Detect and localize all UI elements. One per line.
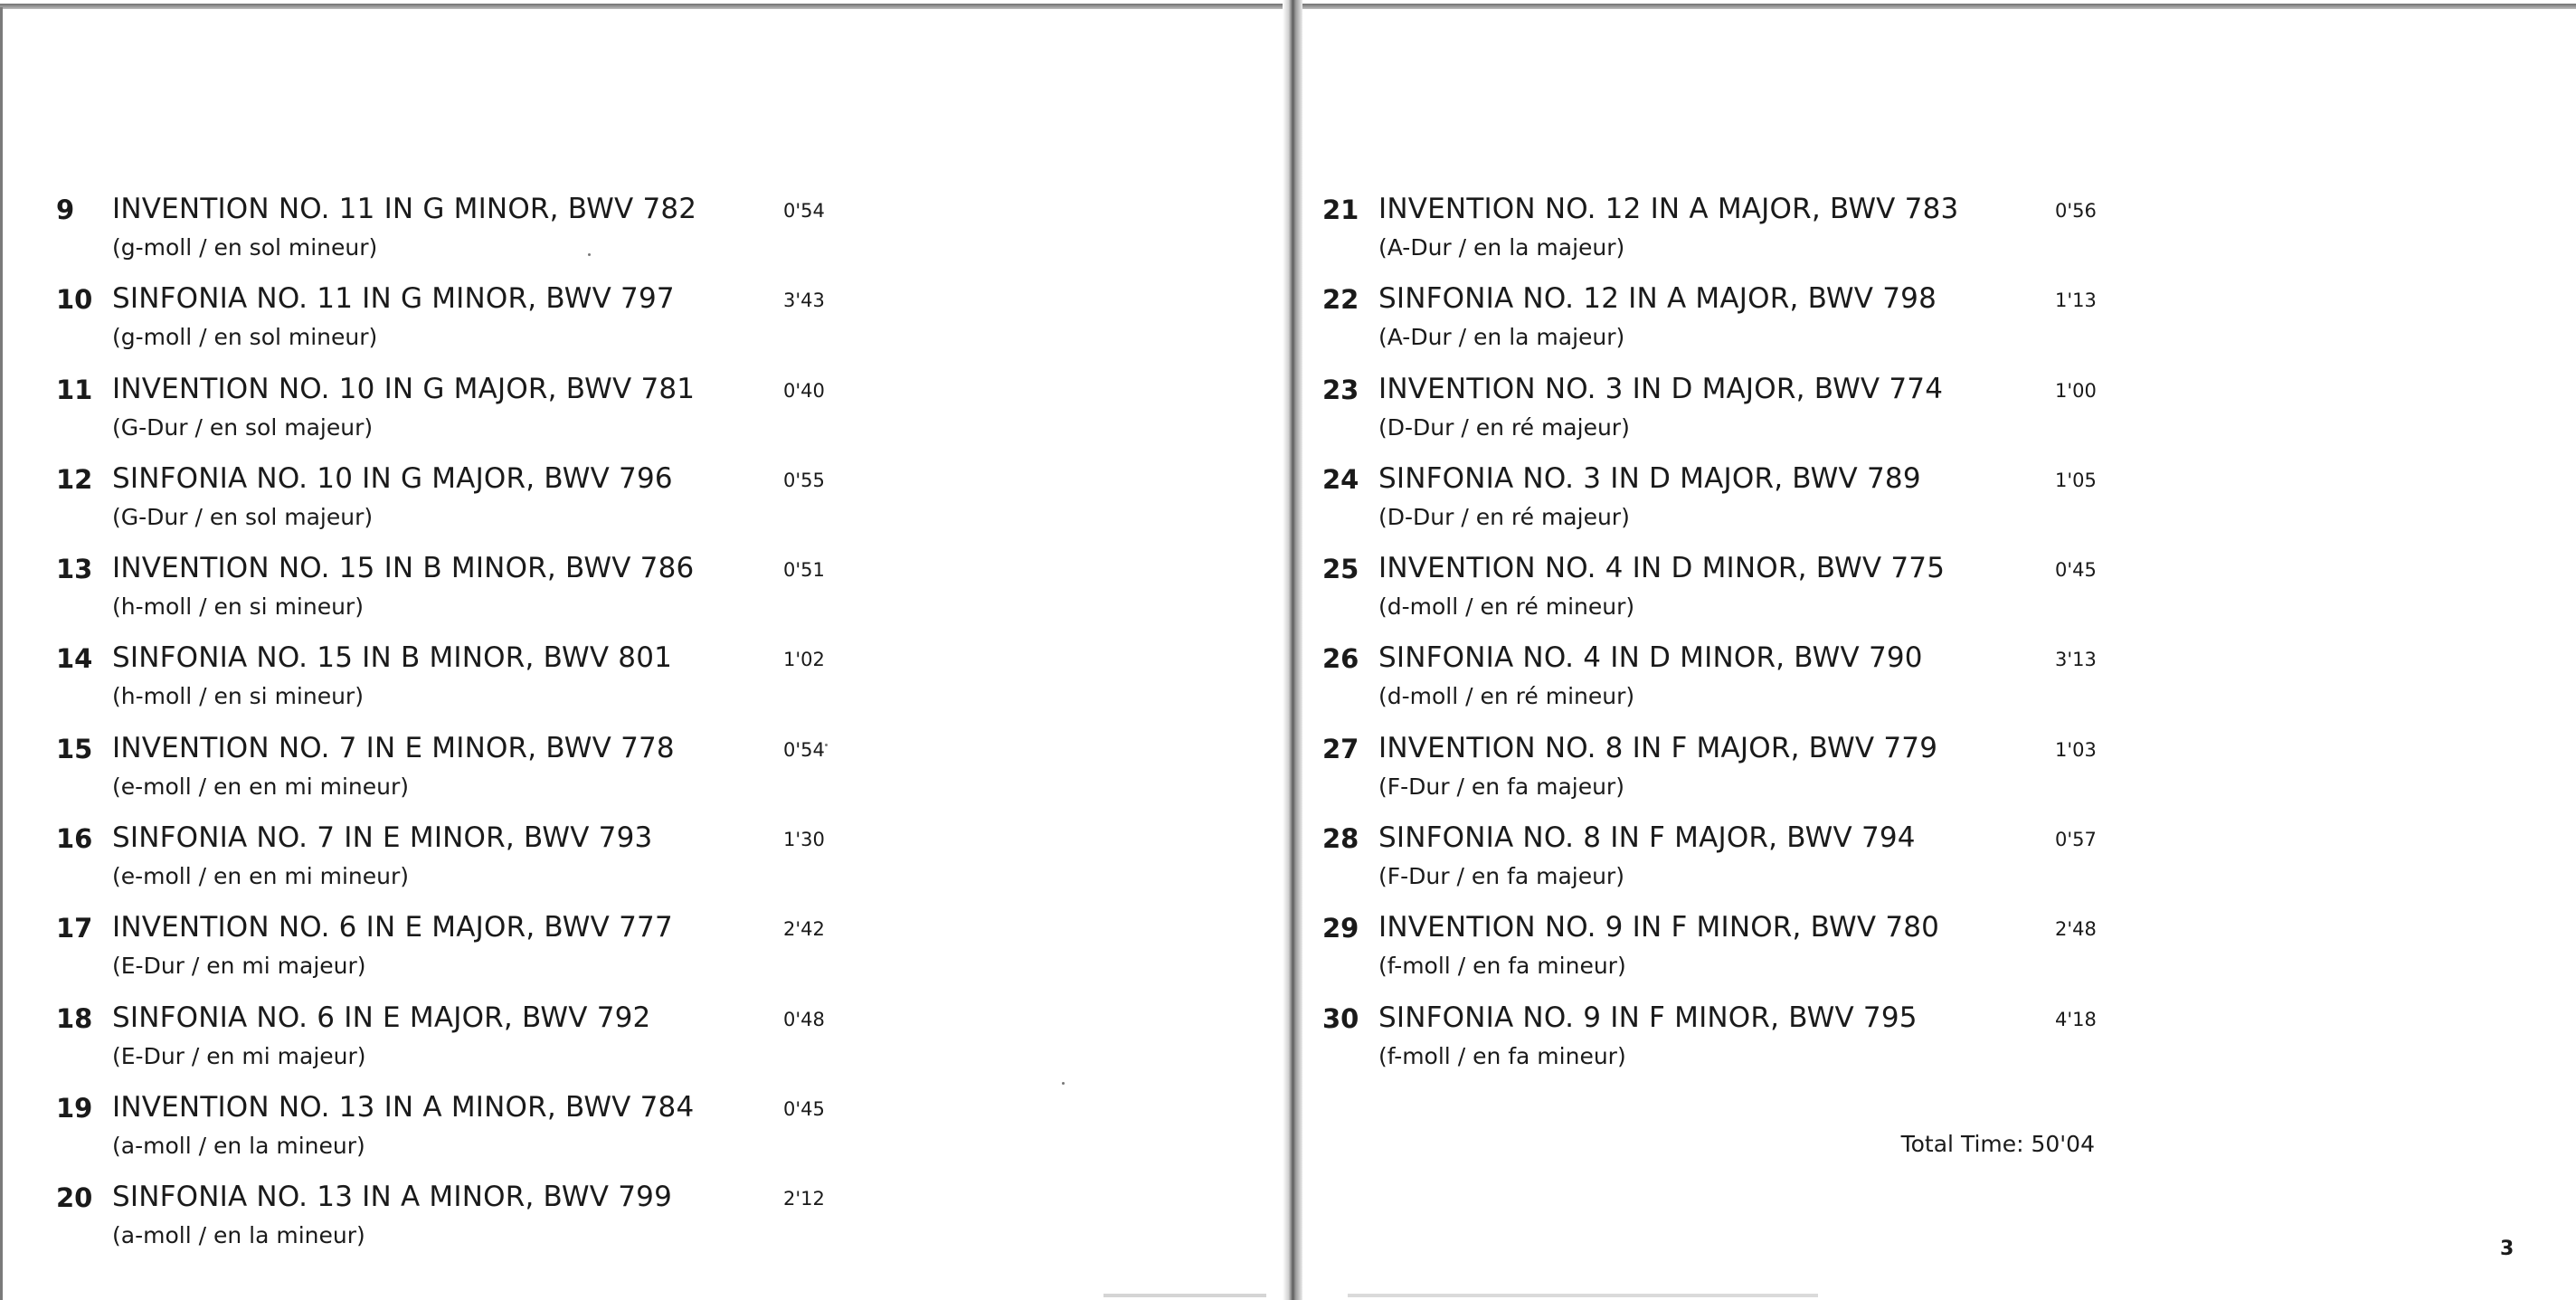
track-number: 14 (56, 643, 93, 675)
track-row (56, 911, 825, 1001)
track-row (56, 552, 825, 641)
track-duration: 1'13 (2055, 289, 2097, 312)
track-duration: 3'13 (2055, 649, 2097, 671)
booklet-gutter (1283, 0, 1302, 1300)
track-duration: 1'05 (2055, 469, 2097, 491)
track-title: SINFONIA NO. 10 IN G MAJOR, BWV 796 (112, 461, 673, 495)
track-number: 19 (56, 1092, 93, 1124)
track-title: INVENTION NO. 15 IN B MINOR, BWV 786 (112, 552, 695, 585)
track-key-subtitle: (G-Dur / en sol majeur) (112, 413, 374, 441)
track-number: 25 (1322, 554, 1359, 585)
track-title: SINFONIA NO. 6 IN E MAJOR, BWV 792 (112, 1001, 651, 1034)
track-key-subtitle: (e-moll / en en mi mineur) (112, 863, 410, 890)
track-duration: 0'51 (783, 559, 825, 582)
track-row (56, 282, 825, 372)
track-key-subtitle: (E-Dur / en mi majeur) (112, 1042, 366, 1069)
track-key-subtitle: (h-moll / en si mineur) (112, 683, 364, 710)
track-duration: 2'12 (783, 1188, 825, 1210)
bottom-edge-right (1348, 1294, 1818, 1297)
track-duration: 0'48 (783, 1008, 825, 1030)
track-key-subtitle: (A-Dur / en la majeur) (1378, 234, 1625, 261)
track-row (56, 1091, 825, 1181)
track-number: 30 (1322, 1002, 1359, 1034)
track-key-subtitle: (g-moll / en sol mineur) (112, 324, 378, 351)
track-key-subtitle: (f-moll / en fa mineur) (1378, 953, 1626, 980)
track-number: 12 (56, 463, 93, 495)
track-duration: 0'57 (2055, 829, 2097, 851)
scan-speck (1062, 1082, 1065, 1085)
track-number: 28 (1322, 823, 1359, 855)
track-title: SINFONIA NO. 9 IN F MINOR, BWV 795 (1378, 1001, 1918, 1034)
track-duration: 3'43 (783, 289, 825, 312)
track-row (1322, 911, 2100, 1001)
track-row (56, 732, 825, 821)
track-key-subtitle: (g-moll / en sol mineur) (112, 234, 378, 261)
track-number: 27 (1322, 733, 1359, 764)
scan-speck (825, 744, 828, 746)
track-key-subtitle: (D-Dur / en ré majeur) (1378, 413, 1630, 441)
track-duration: 1'30 (783, 829, 825, 851)
left-page-tracklist (56, 193, 825, 1271)
track-title: INVENTION NO. 7 IN E MINOR, BWV 778 (112, 731, 675, 764)
track-duration: 0'40 (783, 379, 825, 402)
track-key-subtitle: (e-moll / en en mi mineur) (112, 773, 410, 800)
track-number: 17 (56, 913, 93, 944)
track-duration: 2'48 (2055, 918, 2097, 941)
track-number: 16 (56, 823, 93, 855)
track-title: INVENTION NO. 12 IN A MAJOR, BWV 783 (1378, 193, 1959, 225)
track-row (1322, 821, 2100, 911)
track-title: INVENTION NO. 10 IN G MAJOR, BWV 781 (112, 372, 696, 405)
track-key-subtitle: (A-Dur / en la majeur) (1378, 324, 1625, 351)
track-row (1322, 462, 2100, 552)
track-duration: 0'54 (783, 200, 825, 222)
track-duration: 0'54 (783, 738, 825, 761)
track-title: INVENTION NO. 9 IN F MINOR, BWV 780 (1378, 911, 1940, 944)
track-duration: 1'02 (783, 649, 825, 671)
track-key-subtitle: (E-Dur / en mi majeur) (112, 953, 366, 980)
top-edge-right (1295, 4, 2576, 9)
track-row (56, 821, 825, 911)
track-number: 15 (56, 733, 93, 764)
bottom-edge-left (1103, 1294, 1266, 1297)
track-title: SINFONIA NO. 7 IN E MINOR, BWV 793 (112, 821, 653, 855)
track-number: 13 (56, 554, 93, 585)
track-row (1322, 641, 2100, 731)
track-row (56, 641, 825, 731)
track-duration: 1'03 (2055, 738, 2097, 761)
track-number: 9 (56, 195, 75, 225)
track-number: 26 (1322, 643, 1359, 675)
track-title: SINFONIA NO. 4 IN D MINOR, BWV 790 (1378, 641, 1923, 675)
track-duration: 0'55 (783, 469, 825, 491)
page-number: 3 (2500, 1238, 2514, 1260)
track-title: INVENTION NO. 6 IN E MAJOR, BWV 777 (112, 911, 673, 944)
track-number: 20 (56, 1182, 93, 1214)
track-title: SINFONIA NO. 11 IN G MINOR, BWV 797 (112, 282, 675, 316)
track-key-subtitle: (D-Dur / en ré majeur) (1378, 503, 1630, 530)
track-row (1322, 193, 2100, 282)
track-duration: 4'18 (2055, 1008, 2097, 1030)
track-title: INVENTION NO. 11 IN G MINOR, BWV 782 (112, 193, 697, 225)
track-duration: 0'45 (2055, 559, 2097, 582)
track-row (1322, 732, 2100, 821)
track-row (56, 193, 825, 282)
track-key-subtitle: (F-Dur / en fa majeur) (1378, 773, 1624, 800)
track-key-subtitle: (F-Dur / en fa majeur) (1378, 863, 1624, 890)
track-number: 23 (1322, 374, 1359, 405)
track-key-subtitle: (G-Dur / en sol majeur) (112, 503, 374, 530)
track-title: INVENTION NO. 13 IN A MINOR, BWV 784 (112, 1090, 695, 1124)
track-key-subtitle: (a-moll / en la mineur) (112, 1132, 365, 1159)
track-title: SINFONIA NO. 3 IN D MAJOR, BWV 789 (1378, 461, 1921, 495)
track-row (1322, 282, 2100, 372)
track-key-subtitle: (h-moll / en si mineur) (112, 593, 364, 621)
left-page-edge (0, 7, 3, 1300)
track-title: SINFONIA NO. 15 IN B MINOR, BWV 801 (112, 641, 673, 675)
track-title: INVENTION NO. 4 IN D MINOR, BWV 775 (1378, 552, 1946, 585)
track-title: INVENTION NO. 8 IN F MAJOR, BWV 779 (1378, 731, 1938, 764)
track-number: 29 (1322, 913, 1359, 944)
track-number: 11 (56, 374, 93, 405)
track-number: 18 (56, 1002, 93, 1034)
track-duration: 0'45 (783, 1097, 825, 1120)
right-page-tracklist (1322, 193, 2100, 1091)
track-title: SINFONIA NO. 8 IN F MAJOR, BWV 794 (1378, 821, 1916, 855)
track-title: SINFONIA NO. 13 IN A MINOR, BWV 799 (112, 1181, 672, 1214)
total-time: Total Time: 50'04 (1900, 1131, 2095, 1157)
track-row (1322, 373, 2100, 462)
track-key-subtitle: (a-moll / en la mineur) (112, 1222, 365, 1249)
track-key-subtitle: (d-moll / en ré mineur) (1378, 683, 1635, 710)
track-row (56, 462, 825, 552)
track-number: 21 (1322, 195, 1359, 225)
track-row (56, 1001, 825, 1091)
track-duration: 1'00 (2055, 379, 2097, 402)
track-row (56, 1181, 825, 1270)
top-edge-left (0, 4, 1284, 9)
track-key-subtitle: (f-moll / en fa mineur) (1378, 1042, 1626, 1069)
track-title: INVENTION NO. 3 IN D MAJOR, BWV 774 (1378, 372, 1944, 405)
track-key-subtitle: (d-moll / en ré mineur) (1378, 593, 1635, 621)
track-number: 10 (56, 284, 93, 316)
track-duration: 2'42 (783, 918, 825, 941)
track-row (1322, 552, 2100, 641)
track-row (1322, 1001, 2100, 1091)
track-duration: 0'56 (2055, 200, 2097, 222)
track-title: SINFONIA NO. 12 IN A MAJOR, BWV 798 (1378, 282, 1937, 316)
track-row (56, 373, 825, 462)
track-number: 24 (1322, 463, 1359, 495)
track-number: 22 (1322, 284, 1359, 316)
